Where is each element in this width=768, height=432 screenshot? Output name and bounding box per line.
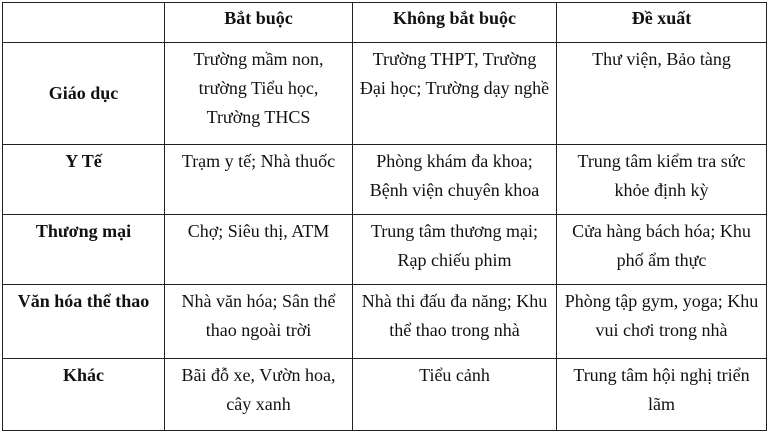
cell-proposed: Cửa hàng bách hóa; Khu phố ẩm thực — [557, 215, 767, 285]
cell-proposed: Trung tâm hội nghị triển lãm — [557, 359, 767, 431]
facilities-table — [2, 2, 767, 431]
cell-required: Bãi đỗ xe, Vườn hoa, cây xanh — [165, 359, 353, 431]
table-row — [3, 285, 767, 359]
header-corner-cell — [3, 3, 165, 43]
row-label-other: Khác — [3, 359, 165, 431]
cell-required: Nhà văn hóa; Sân thể thao ngoài trời — [165, 285, 353, 359]
row-label-health: Y Tế — [3, 145, 165, 215]
cell-optional: Trường THPT, Trường Đại học; Trường dạy nghề — [353, 43, 557, 145]
header-required: Bắt buộc — [165, 3, 353, 43]
cell-optional: Phòng khám đa khoa; Bệnh viện chuyên khoa — [353, 145, 557, 215]
cell-optional: Tiểu cảnh — [353, 359, 557, 431]
row-label-education: Giáo dục — [3, 43, 165, 145]
header-row — [3, 3, 767, 43]
header-proposed: Đề xuất — [557, 3, 767, 43]
cell-required: Chợ; Siêu thị, ATM — [165, 215, 353, 285]
cell-required: Trường mầm non, trường Tiểu học, Trường THCS — [165, 43, 353, 145]
cell-optional: Trung tâm thương mại; Rạp chiếu phim — [353, 215, 557, 285]
cell-optional: Nhà thi đấu đa năng; Khu thể thao trong nhà — [353, 285, 557, 359]
cell-proposed: Phòng tập gym, yoga; Khu vui chơi trong nhà — [557, 285, 767, 359]
row-label-culture-sports: Văn hóa thể thao — [3, 285, 165, 359]
table-row — [3, 43, 767, 145]
table-row — [3, 215, 767, 285]
table-row — [3, 359, 767, 431]
cell-proposed: Trung tâm kiểm tra sức khỏe định kỳ — [557, 145, 767, 215]
table-row — [3, 145, 767, 215]
cell-required: Trạm y tế; Nhà thuốc — [165, 145, 353, 215]
header-optional: Không bắt buộc — [353, 3, 557, 43]
row-label-commerce: Thương mại — [3, 215, 165, 285]
cell-proposed: Thư viện, Bảo tàng — [557, 43, 767, 145]
